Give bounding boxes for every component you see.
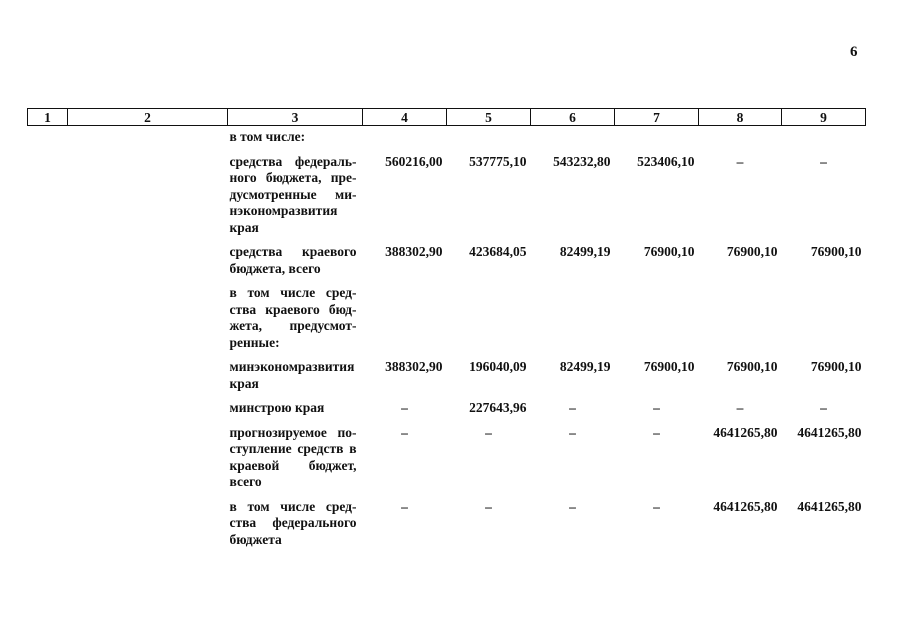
table-row: [28, 126, 866, 146]
spacer-cell: [615, 392, 699, 400]
value-cell-col-7: 523406,10: [637, 153, 695, 169]
spacer-cell: [447, 277, 531, 285]
value-cell-col-9: [782, 126, 866, 146]
empty-cell: [68, 359, 228, 392]
spacer-cell: [228, 392, 363, 400]
value-cell-col-4: –: [401, 400, 408, 415]
spacer-cell: [447, 392, 531, 400]
empty-cell: [28, 244, 68, 277]
empty-cell: [68, 244, 228, 277]
spacer-cell: [68, 392, 228, 400]
budget-table: [27, 108, 866, 548]
row-description: средства федераль-ного бюджета, пре-дусмотренные ми-нэкономразвития края: [229, 153, 357, 235]
spacer-cell: [447, 146, 531, 154]
value-cell-col-8: [699, 126, 782, 146]
row-description: средства краевого бюджета, всего: [229, 244, 357, 276]
spacer-cell: [68, 146, 228, 154]
empty-cell: [28, 154, 68, 237]
spacer-cell: [699, 146, 782, 154]
spacer-cell: [699, 392, 782, 400]
value-cell-col-6: –: [569, 498, 576, 514]
row-spacer: [28, 146, 866, 154]
value-cell-col-5: 227643,96: [469, 400, 527, 415]
column-header-2: 2: [68, 109, 228, 126]
value-cell-col-6: [531, 285, 615, 351]
spacer-cell: [531, 236, 615, 244]
spacer-cell: [531, 277, 615, 285]
value-cell-col-7: [615, 285, 699, 351]
spacer-cell: [228, 146, 363, 154]
empty-cell: [28, 126, 68, 146]
value-cell-col-5: [447, 126, 531, 146]
table-row: [28, 244, 866, 277]
spacer-cell: [699, 277, 782, 285]
spacer-cell: [615, 236, 699, 244]
empty-cell: [68, 425, 228, 491]
value-cell-col-4: 560216,00: [385, 153, 443, 169]
empty-cell: [28, 359, 68, 392]
table-row: [28, 400, 866, 417]
row-description: прогнозируемое по-ступление средств в краевой бюджет, всего: [229, 424, 357, 489]
value-cell-col-8: 76900,10: [726, 244, 778, 259]
row-spacer: [28, 417, 866, 425]
value-cell-col-4: 388302,90: [385, 244, 443, 259]
column-header-4: 4: [363, 109, 447, 126]
empty-cell: [68, 400, 228, 417]
spacer-cell: [447, 236, 531, 244]
value-cell-col-6: 82499,19: [559, 359, 611, 374]
spacer-cell: [615, 417, 699, 425]
row-spacer: [28, 236, 866, 244]
value-cell-col-4: –: [401, 498, 408, 514]
value-cell-col-7: –: [653, 424, 660, 440]
spacer-cell: [699, 491, 782, 499]
value-cell-col-8: 4641265,80: [713, 498, 778, 514]
value-cell-col-9: –: [820, 400, 827, 415]
column-header-1: 1: [28, 109, 68, 126]
spacer-cell: [28, 146, 68, 154]
empty-cell: [28, 425, 68, 491]
spacer-cell: [782, 277, 866, 285]
spacer-cell: [699, 417, 782, 425]
spacer-cell: [782, 146, 866, 154]
spacer-cell: [28, 417, 68, 425]
value-cell-col-8: –: [736, 153, 744, 169]
table-row: [28, 425, 866, 491]
spacer-cell: [699, 236, 782, 244]
spacer-cell: [68, 351, 228, 359]
column-header-8: 8: [699, 109, 782, 126]
spacer-cell: [615, 351, 699, 359]
column-header-7: 7: [615, 109, 699, 126]
spacer-cell: [531, 146, 615, 154]
column-number-row: [28, 109, 866, 126]
value-cell-col-9: [782, 285, 866, 351]
spacer-cell: [363, 236, 447, 244]
row-description: в том числе сред-ства краевого бюд-жета, предусмот-ренные:: [229, 285, 357, 350]
spacer-cell: [68, 277, 228, 285]
spacer-cell: [782, 236, 866, 244]
table-row: [28, 154, 866, 237]
table-row: [28, 359, 866, 392]
value-cell-col-4: [363, 126, 447, 146]
column-header-6: 6: [531, 109, 615, 126]
empty-cell: [68, 126, 228, 146]
spacer-cell: [615, 491, 699, 499]
row-description: в том числе сред-ства федерального бюджета: [229, 498, 357, 547]
value-cell-col-5: 423684,05: [469, 244, 527, 259]
value-cell-col-9: 76900,10: [810, 359, 862, 374]
empty-cell: [28, 400, 68, 417]
spacer-cell: [228, 277, 363, 285]
value-cell-col-5: –: [485, 498, 492, 514]
spacer-cell: [699, 351, 782, 359]
spacer-cell: [363, 417, 447, 425]
spacer-cell: [531, 351, 615, 359]
spacer-cell: [363, 146, 447, 154]
value-cell-col-7: –: [653, 498, 660, 514]
spacer-cell: [782, 392, 866, 400]
value-cell-col-9: 4641265,80: [797, 498, 862, 514]
table-row: [28, 499, 866, 549]
value-cell-col-4: –: [401, 424, 408, 440]
value-cell-col-7: [615, 126, 699, 146]
value-cell-col-8: 4641265,80: [713, 424, 778, 440]
table-body: [28, 126, 866, 549]
spacer-cell: [228, 417, 363, 425]
empty-cell: [28, 499, 68, 549]
value-cell-col-5: 196040,09: [469, 359, 527, 374]
row-spacer: [28, 392, 866, 400]
column-header-5: 5: [447, 109, 531, 126]
spacer-cell: [28, 236, 68, 244]
value-cell-col-9: –: [820, 153, 827, 169]
spacer-cell: [782, 491, 866, 499]
spacer-cell: [363, 351, 447, 359]
table-row: [28, 285, 866, 351]
value-cell-col-7: 76900,10: [643, 359, 695, 374]
empty-cell: [68, 499, 228, 549]
spacer-cell: [28, 277, 68, 285]
value-cell-col-8: –: [736, 400, 744, 415]
column-header-3: 3: [228, 109, 363, 126]
empty-cell: [68, 285, 228, 351]
row-spacer: [28, 491, 866, 499]
row-spacer: [28, 351, 866, 359]
value-cell-col-5: 537775,10: [469, 153, 527, 169]
row-description: минэкономразвития края: [229, 359, 355, 391]
spacer-cell: [447, 491, 531, 499]
spacer-cell: [782, 351, 866, 359]
spacer-cell: [615, 146, 699, 154]
empty-cell: [28, 285, 68, 351]
row-description: в том числе:: [229, 129, 306, 144]
value-cell-col-7: –: [653, 400, 660, 415]
value-cell-col-6: [531, 126, 615, 146]
value-cell-col-8: [699, 285, 782, 351]
table-header: [28, 109, 866, 126]
row-description: минстрою края: [229, 400, 325, 415]
value-cell-col-9: 76900,10: [810, 244, 862, 259]
value-cell-col-6: –: [569, 424, 576, 440]
column-header-9: 9: [782, 109, 866, 126]
value-cell-col-5: [447, 285, 531, 351]
spacer-cell: [228, 351, 363, 359]
spacer-cell: [363, 277, 447, 285]
spacer-cell: [68, 236, 228, 244]
spacer-cell: [615, 277, 699, 285]
spacer-cell: [363, 491, 447, 499]
spacer-cell: [28, 491, 68, 499]
value-cell-col-9: 4641265,80: [797, 424, 862, 440]
value-cell-col-5: –: [485, 424, 492, 440]
spacer-cell: [228, 491, 363, 499]
spacer-cell: [782, 417, 866, 425]
page-number: 6: [850, 44, 858, 60]
value-cell-col-7: 76900,10: [643, 244, 695, 259]
spacer-cell: [363, 392, 447, 400]
spacer-cell: [531, 491, 615, 499]
spacer-cell: [68, 491, 228, 499]
spacer-cell: [68, 417, 228, 425]
spacer-cell: [447, 351, 531, 359]
value-cell-col-4: 388302,90: [385, 359, 443, 374]
empty-cell: [68, 154, 228, 237]
spacer-cell: [531, 392, 615, 400]
spacer-cell: [531, 417, 615, 425]
row-spacer: [28, 277, 866, 285]
spacer-cell: [228, 236, 363, 244]
value-cell-col-8: 76900,10: [726, 359, 778, 374]
spacer-cell: [28, 351, 68, 359]
value-cell-col-6: 82499,19: [559, 244, 611, 259]
value-cell-col-6: –: [569, 400, 576, 415]
spacer-cell: [28, 392, 68, 400]
spacer-cell: [447, 417, 531, 425]
value-cell-col-6: 543232,80: [553, 153, 611, 169]
value-cell-col-4: [363, 285, 447, 351]
